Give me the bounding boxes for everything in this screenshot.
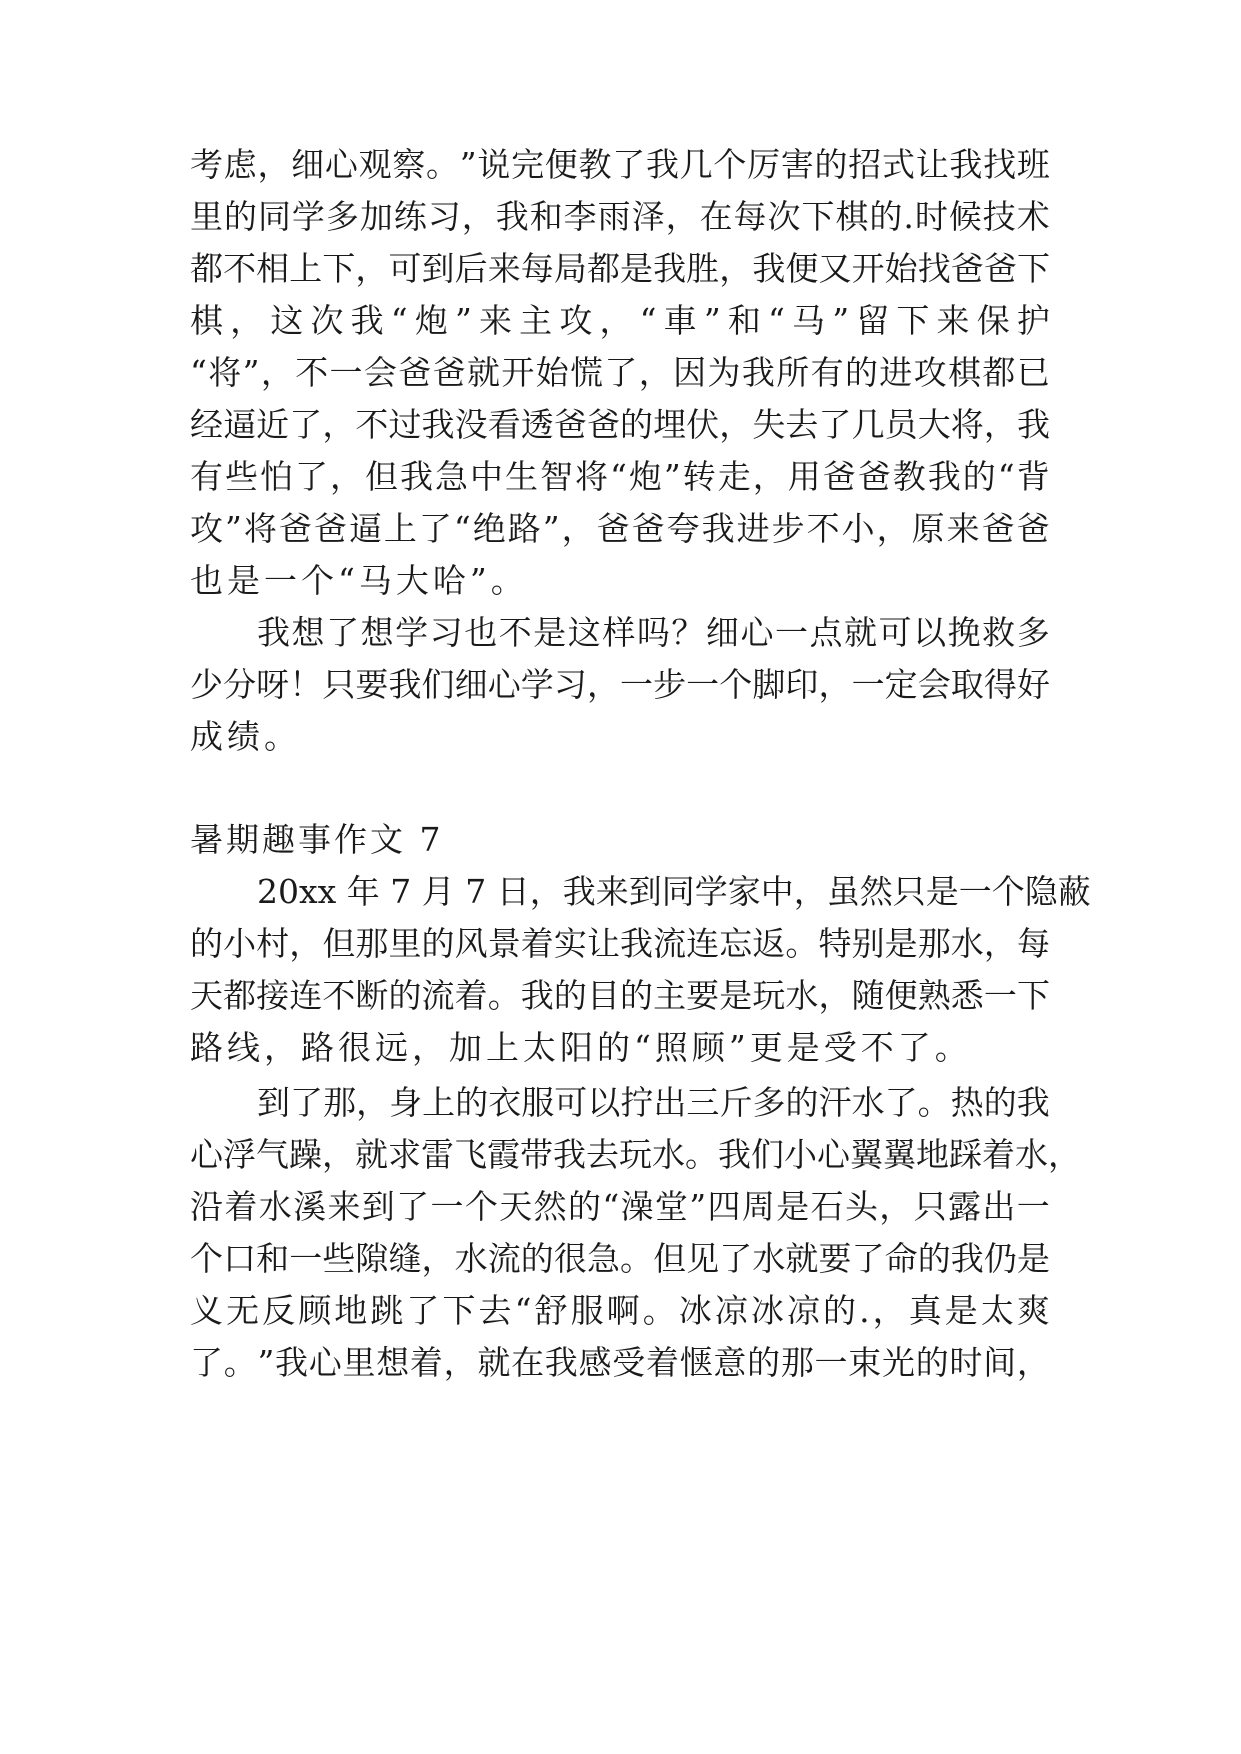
text-line: 也是一个“马大哈”。 bbox=[190, 561, 528, 600]
text-line: 沿 着 水 溪 来 到 了 一 个 天 然 的 “ 澡 堂 ” 四 周 是 石 头 ， 只 露 出 一 bbox=[190, 1187, 1050, 1226]
text-line: 义 无 反 顾 地 跳 了 下 去 “ 舒 服 啊 。 冰 凉 冰 凉 的 . ， 真 是 太 爽 bbox=[190, 1291, 1050, 1330]
text-line: 少 分 呀 ！ 只 要 我 们 细 心 学 习 ， 一 步 一 个 脚 印 ， 一 定 会 取 得 好 bbox=[190, 665, 1050, 704]
text-line: 考 虑 ， 细 心 观 察 。 ” 说 完 便 教 了 我 几 个 厉 害 的 招 式 让 我 找 班 bbox=[190, 145, 1050, 184]
text-line: 了 。 ” 我 心 里 想 着 ， 就 在 我 感 受 着 惬 意 的 那 一 束 光 的 时 间 ， bbox=[190, 1343, 1050, 1382]
text-line: 天 都 接 连 不 断 的 流 着 。 我 的 目 的 主 要 是 玩 水 ， 随 便 熟 悉 一 下 bbox=[190, 976, 1050, 1015]
text-line: 的 小 村 ， 但 那 里 的 风 景 着 实 让 我 流 连 忘 返 。 特 别 是 那 水 ， 每 bbox=[190, 924, 1050, 963]
text-line: 心 浮 气 躁 ， 就 求 雷 飞 霞 带 我 去 玩 水 。 我 们 小 心 翼 翼 地 踩 着 水 ， bbox=[190, 1135, 1081, 1174]
text-line: “ 将 ” ， 不 一 会 爸 爸 就 开 始 慌 了 ， 因 为 我 所 有 的 进 攻 棋 都 已 bbox=[190, 353, 1050, 392]
text-line: 到 了 那 ， 身 上 的 衣 服 可 以 拧 出 三 斤 多 的 汗 水 了 。 热 的 我 bbox=[257, 1083, 1050, 1122]
text-line: 个 口 和 一 些 隙 缝 ， 水 流 的 很 急 。 但 见 了 水 就 要 了 命 的 我 仍 是 bbox=[190, 1239, 1050, 1278]
text-line: 路线，路很远，加上太阳的“照顾”更是受不了。 bbox=[190, 1028, 972, 1067]
text-line: 经 逼 近 了 ， 不 过 我 没 看 透 爸 爸 的 埋 伏 ， 失 去 了 几 员 大 将 ， 我 bbox=[190, 405, 1050, 444]
text-line: 成绩。 bbox=[190, 717, 301, 756]
text-line: 有 些 怕 了 ， 但 我 急 中 生 智 将 “ 炮 ” 转 走 ， 用 爸 爸 教 我 的 “ 背 bbox=[190, 457, 1050, 496]
text-line: 攻 ” 将 爸 爸 逼 上 了 “ 绝 路 ” ， 爸 爸 夸 我 进 步 不 小 ， 原 来 爸 爸 bbox=[190, 509, 1050, 548]
section-heading: 暑期趣事作文 7 bbox=[190, 820, 444, 859]
text-line: 2 0 x x 年 7 月 7 日 ， 我 来 到 同 学 家 中 ， 虽 然 只 是 一 个 隐 蔽 bbox=[257, 872, 1091, 911]
text-line: 里 的 同 学 多 加 练 习 ， 我 和 李 雨 泽 ， 在 每 次 下 棋 的 . 时 候 技 术 bbox=[190, 197, 1050, 236]
text-line: 棋 ， 这 次 我 “ 炮 ” 来 主 攻 ， “ 車 ” 和 “ 马 ” 留 下 来 保 护 bbox=[190, 301, 1050, 340]
text-line: 我 想 了 想 学 习 也 不 是 这 样 吗 ？ 细 心 一 点 就 可 以 挽 救 多 bbox=[257, 613, 1050, 652]
text-line: 都 不 相 上 下 ， 可 到 后 来 每 局 都 是 我 胜 ， 我 便 又 开 始 找 爸 爸 下 bbox=[190, 249, 1050, 288]
